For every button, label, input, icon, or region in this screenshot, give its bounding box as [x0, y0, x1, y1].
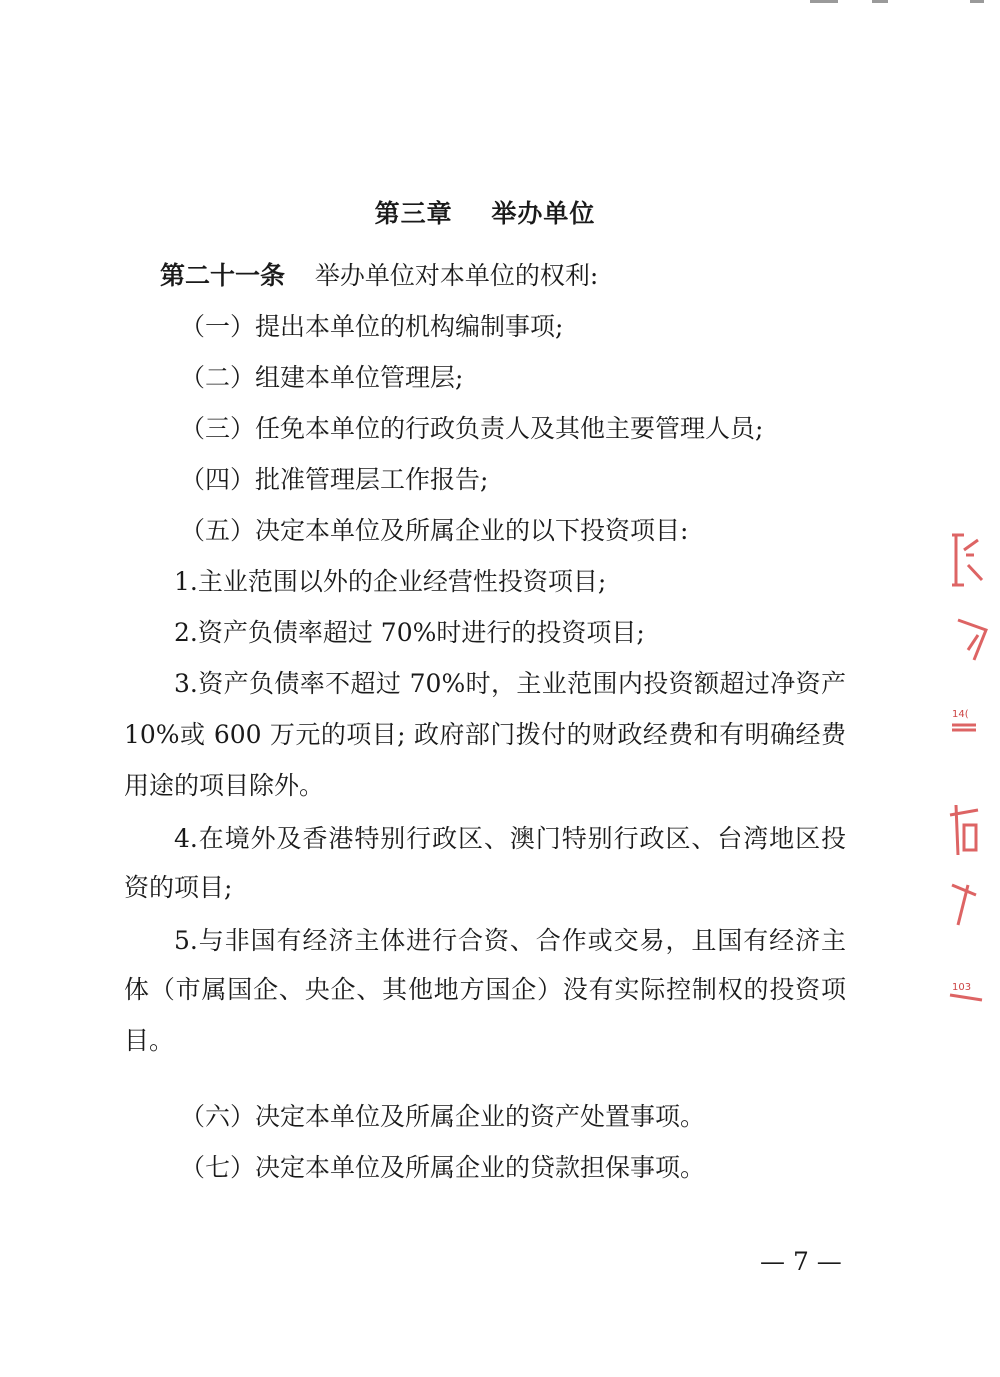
item-2: （二）组建本单位管理层; — [180, 363, 464, 392]
sub-item-3-line-2: 10%或 600 万元的项目; 政府部门拨付的财政经费和有明确经费 — [124, 720, 846, 749]
seal-fragment-text-2: 103 — [952, 982, 972, 993]
chapter-title: 第三章 举办单位 — [374, 199, 596, 228]
item-4: （四）批准管理层工作报告; — [180, 465, 489, 494]
scan-edge-marks — [800, 0, 990, 6]
sub-item-4-line-1: 4.在境外及香港特别行政区、澳门特别行政区、台湾地区投 — [174, 824, 846, 853]
item-7: （七）决定本单位及所属企业的贷款担保事项。 — [180, 1153, 706, 1182]
page-number: — 7 — — [760, 1247, 842, 1276]
sub-item-5-line-1: 5.与非国有经济主体进行合资、合作或交易，且国有经济主 — [174, 926, 846, 955]
item-3: （三）任免本单位的行政负责人及其他主要管理人员; — [180, 414, 764, 443]
item-6: （六）决定本单位及所属企业的资产处置事项。 — [180, 1102, 706, 1131]
item-5: （五）决定本单位及所属企业的以下投资项目: — [180, 516, 689, 545]
article-intro: 举办单位对本单位的权利: — [314, 261, 599, 290]
sub-item-1: 1.主业范围以外的企业经营性投资项目; — [174, 567, 607, 596]
sub-item-3-line-1: 3.资产负债率不超过 70%时，主业范围内投资额超过净资产 — [174, 669, 846, 698]
red-seal-fragment — [938, 525, 1000, 1015]
sub-item-3-line-3: 用途的项目除外。 — [124, 771, 325, 800]
sub-item-5-line-2: 体（市属国企、央企、其他地方国企）没有实际控制权的投资项 — [124, 975, 846, 1004]
item-1: （一）提出本单位的机构编制事项; — [180, 312, 564, 341]
sub-item-2: 2.资产负债率超过 70%时进行的投资项目; — [174, 618, 645, 647]
seal-fragment-text-1: 14( — [952, 709, 969, 720]
article-21-line — [160, 260, 598, 292]
article-heading: 第二十一条 — [160, 261, 286, 290]
sub-item-5-line-3: 目。 — [124, 1026, 175, 1055]
sub-item-4-line-2: 资的项目; — [124, 873, 233, 902]
